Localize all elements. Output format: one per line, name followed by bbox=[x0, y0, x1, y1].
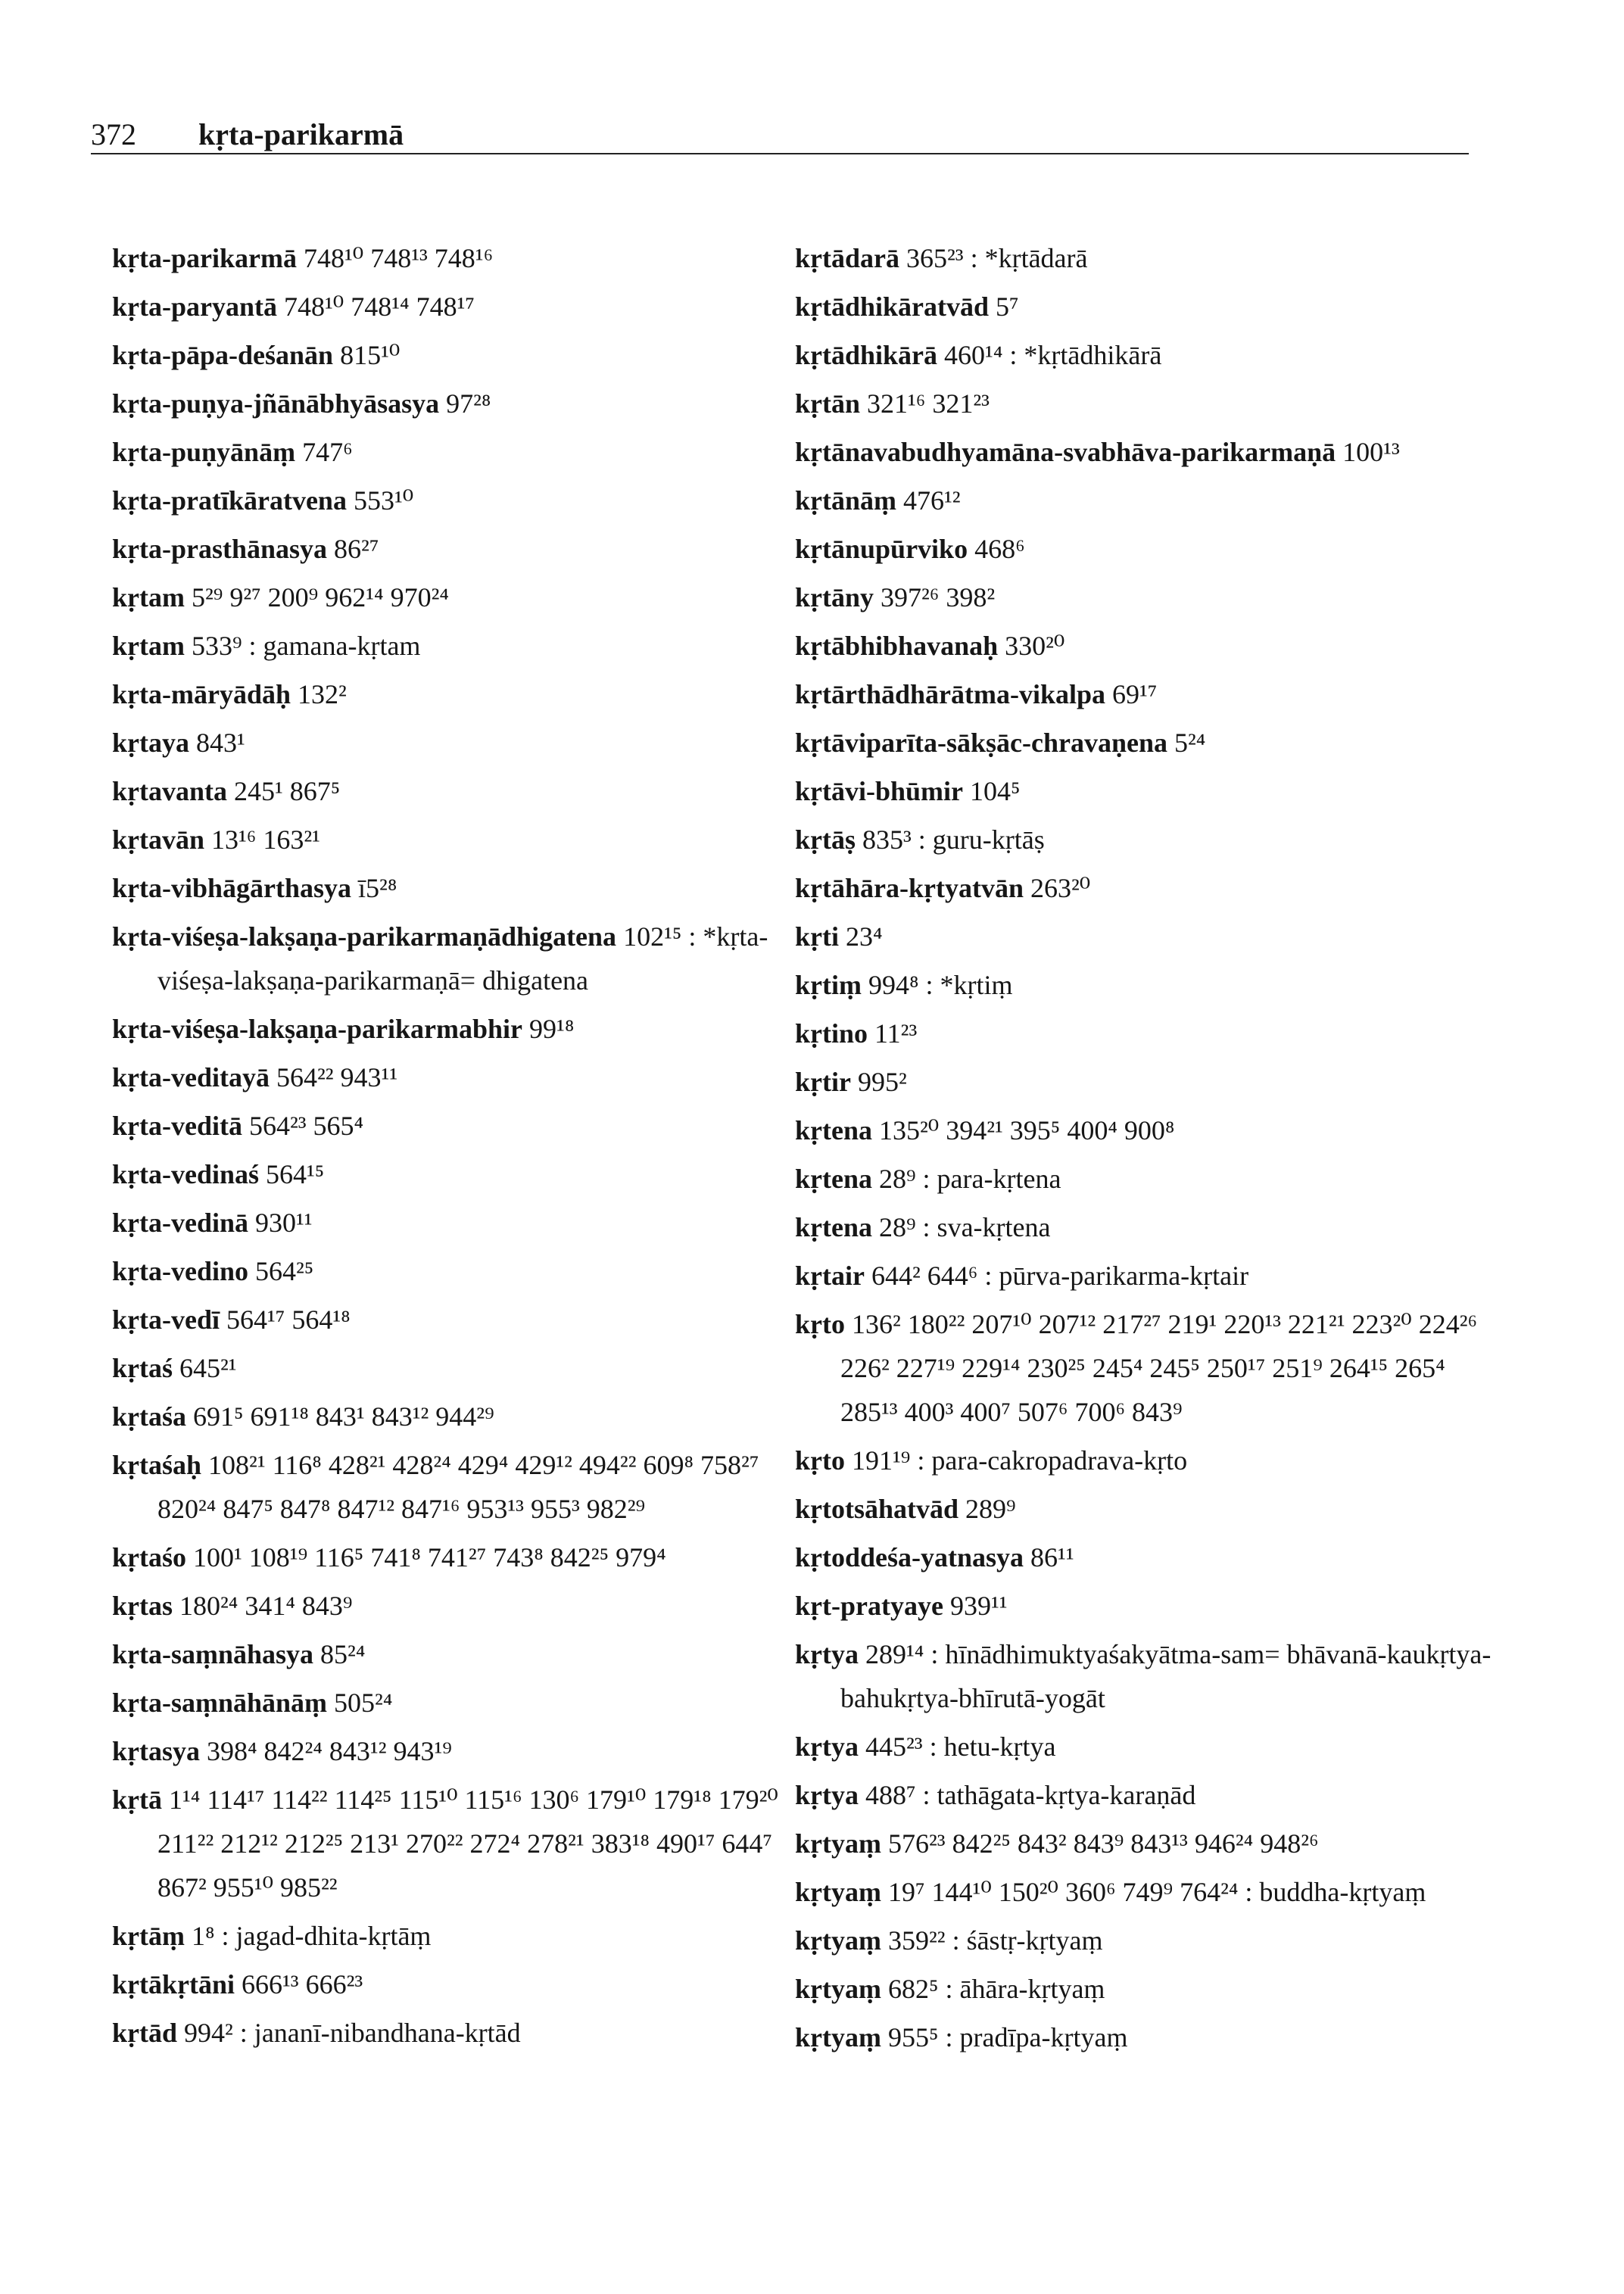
index-entry bbox=[795, 478, 1507, 522]
entry-references: 191¹⁹ : para-cakropadrava-kṛto bbox=[852, 1445, 1188, 1476]
index-entry bbox=[795, 1302, 1507, 1434]
entry-headword: kṛta-puṇya-jñānābhyāsasya bbox=[112, 388, 440, 419]
entry-references: 108²¹ 116⁸ 428²¹ 428²⁴ 429⁴ 429¹² 494²² 609⁸ 758²⁷ 820²⁴ 847⁵ 847⁸ 847¹² 847¹⁶ 953¹³ 955³ 982²⁹ bbox=[157, 1450, 759, 1524]
entry-references: 97²⁸ bbox=[446, 388, 491, 419]
index-entry bbox=[112, 1298, 809, 1342]
page-number: 372 bbox=[91, 117, 136, 151]
entry-references: 136² 180²² 207¹⁰ 207¹² 217²⁷ 219¹ 220¹³ 221²¹ 223²⁰ 224²⁶ 226² 227¹⁹ 229¹⁴ 230²⁵ 245⁴ 245⁵ 250¹⁷ 251⁹ 264¹⁵ 265⁴ 285¹³ 400³ 400⁷ 507⁶ 700⁶ 843⁹ bbox=[840, 1309, 1478, 1427]
entry-headword: kṛta-paryantā bbox=[112, 291, 277, 322]
entry-references: 104⁵ bbox=[970, 776, 1021, 806]
entry-headword: kṛtāviparīta-sākṣāc-chravaṇena bbox=[795, 728, 1167, 758]
entry-headword: kṛta-prasthānasya bbox=[112, 534, 328, 564]
entry-headword: kṛtaś bbox=[112, 1353, 173, 1383]
entry-references: 100¹ 108¹⁹ 116⁵ 741⁸ 741²⁷ 743⁸ 842²⁵ 979⁴ bbox=[193, 1542, 666, 1572]
entry-headword: kṛta-māryādāḥ bbox=[112, 679, 291, 709]
entry-headword: kṛta-vedinā bbox=[112, 1208, 248, 1238]
index-entry bbox=[795, 527, 1507, 571]
entry-references: 263²⁰ bbox=[1030, 873, 1091, 903]
entry-references: 86¹¹ bbox=[1030, 1542, 1074, 1572]
entry-headword: kṛta-saṃnāhānāṃ bbox=[112, 1688, 328, 1718]
index-entry bbox=[795, 236, 1507, 280]
entry-references: 533⁹ : gamana-kṛtam bbox=[191, 631, 421, 661]
entry-headword: kṛta-vedino bbox=[112, 1256, 248, 1286]
index-entry bbox=[112, 1346, 809, 1390]
entry-references: 100¹³ bbox=[1342, 437, 1400, 467]
index-entry bbox=[795, 721, 1507, 765]
index-entry bbox=[112, 1535, 809, 1579]
entry-headword: kṛtena bbox=[795, 1212, 872, 1242]
index-entry bbox=[795, 333, 1507, 377]
entry-headword: kṛtiṃ bbox=[795, 970, 862, 1000]
entry-references: 13¹⁶ 163²¹ bbox=[211, 824, 320, 855]
index-entry bbox=[112, 1201, 809, 1245]
entry-headword: kṛtārthādhārātma-vikalpa bbox=[795, 679, 1106, 709]
index-entry bbox=[112, 478, 809, 522]
entry-headword: kṛto bbox=[795, 1445, 845, 1476]
entry-headword: kṛti bbox=[795, 921, 839, 952]
index-entry bbox=[112, 1104, 809, 1148]
index-entry bbox=[112, 1681, 809, 1725]
entry-headword: kṛtas bbox=[112, 1591, 173, 1621]
index-entry bbox=[112, 1632, 809, 1676]
index-entry bbox=[112, 527, 809, 571]
entry-references: 321¹⁶ 321²³ bbox=[867, 388, 990, 419]
entry-references: 5²⁴ bbox=[1174, 728, 1206, 758]
entry-references: 99¹⁸ bbox=[529, 1014, 575, 1044]
entry-headword: kṛta-vedī bbox=[112, 1304, 220, 1335]
entry-headword: kṛtaśa bbox=[112, 1401, 186, 1432]
entry-references: 397²⁶ 398² bbox=[881, 582, 996, 612]
index-entry bbox=[795, 769, 1507, 813]
entry-references: 682⁵ : āhāra-kṛtyaṃ bbox=[887, 1974, 1105, 2004]
index-entry bbox=[795, 1205, 1507, 1249]
entry-headword: kṛtaśo bbox=[112, 1542, 186, 1572]
entry-headword: kṛt-pratyaye bbox=[795, 1591, 943, 1621]
entry-headword: kṛtān bbox=[795, 388, 861, 419]
entry-references: 955⁵ : pradīpa-kṛtyaṃ bbox=[887, 2022, 1128, 2052]
entry-headword: kṛtyaṃ bbox=[795, 1974, 881, 2004]
entry-headword: kṛtotsāhatvād bbox=[795, 1494, 959, 1524]
entry-references: 23⁴ bbox=[846, 921, 883, 952]
index-entry bbox=[112, 1152, 809, 1196]
entry-references: 245¹ 867⁵ bbox=[234, 776, 341, 806]
entry-headword: kṛta-viśeṣa-lakṣaṇa-parikarmabhir bbox=[112, 1014, 523, 1044]
entry-references: 564²⁵ bbox=[255, 1256, 314, 1286]
entry-headword: kṛtākṛtāni bbox=[112, 1969, 235, 1999]
entry-headword: kṛtāṣ bbox=[795, 824, 856, 855]
entry-references: 666¹³ 666²³ bbox=[242, 1969, 363, 1999]
index-entry bbox=[795, 624, 1507, 668]
entry-headword: kṛtādhikārā bbox=[795, 340, 938, 370]
entry-headword: kṛta-parikarmā bbox=[112, 243, 297, 273]
entry-references: 843¹ bbox=[196, 728, 245, 758]
entry-references: 86²⁷ bbox=[334, 534, 379, 564]
entry-headword: kṛtādarā bbox=[795, 243, 899, 273]
entry-headword: kṛtyaṃ bbox=[795, 2022, 881, 2052]
entry-headword: kṛta-pāpa-deśanān bbox=[112, 340, 334, 370]
entry-references: 748¹⁰ 748¹⁴ 748¹⁷ bbox=[284, 291, 475, 322]
entry-references: 85²⁴ bbox=[320, 1639, 366, 1669]
entry-references: 505²⁴ bbox=[334, 1688, 393, 1718]
entry-references: 69¹⁷ bbox=[1112, 679, 1158, 709]
index-entry bbox=[112, 430, 809, 474]
index-entry bbox=[112, 1443, 809, 1531]
index-entry bbox=[112, 1778, 809, 1909]
index-entry bbox=[112, 1584, 809, 1628]
entry-references: 994⁸ : *kṛtiṃ bbox=[868, 970, 1013, 1000]
index-entry bbox=[112, 1249, 809, 1293]
entry-headword: kṛtānupūrviko bbox=[795, 534, 968, 564]
entry-headword: kṛtaśaḥ bbox=[112, 1450, 202, 1480]
index-entry bbox=[795, 915, 1507, 958]
index-entry bbox=[795, 818, 1507, 862]
entry-references: 939¹¹ bbox=[949, 1591, 1008, 1621]
entry-headword: kṛtāhāra-kṛtyatvān bbox=[795, 873, 1024, 903]
entry-headword: kṛtānāṃ bbox=[795, 485, 896, 516]
index-entry bbox=[795, 1060, 1507, 1104]
index-entry bbox=[112, 721, 809, 765]
entry-references: 28⁹ : sva-kṛtena bbox=[879, 1212, 1051, 1242]
index-entry bbox=[112, 285, 809, 329]
entry-references: 460¹⁴ : *kṛtādhikārā bbox=[944, 340, 1162, 370]
index-entry bbox=[795, 1487, 1507, 1531]
entry-headword: kṛtam bbox=[112, 582, 185, 612]
index-column-right bbox=[795, 236, 1507, 2064]
entry-headword: kṛtya bbox=[795, 1731, 859, 1762]
entry-references: 835³ : guru-kṛtāṣ bbox=[862, 824, 1045, 855]
entry-headword: kṛtād bbox=[112, 2018, 178, 2048]
entry-references: 445²³ : hetu-kṛtya bbox=[865, 1731, 1056, 1762]
entry-references: 994² : jananī-nibandhana-kṛtād bbox=[184, 2018, 521, 2048]
header-rule bbox=[91, 153, 1469, 154]
index-entry bbox=[112, 236, 809, 280]
index-entry bbox=[795, 963, 1507, 1007]
index-entry bbox=[795, 1725, 1507, 1769]
entry-headword: kṛtena bbox=[795, 1164, 872, 1194]
entry-references: 135²⁰ 394²¹ 395⁵ 400⁴ 900⁸ bbox=[879, 1115, 1175, 1145]
index-entry bbox=[112, 1055, 809, 1099]
index-entry bbox=[795, 1535, 1507, 1579]
index-entry bbox=[112, 1729, 809, 1773]
index-column-left bbox=[112, 236, 809, 2059]
entry-headword: kṛtavān bbox=[112, 824, 205, 855]
entry-references: 5⁷ bbox=[996, 291, 1019, 322]
index-entry bbox=[112, 1914, 809, 1958]
index-entry bbox=[795, 575, 1507, 619]
index-entry bbox=[795, 672, 1507, 716]
index-entry bbox=[795, 1822, 1507, 1865]
entry-headword: kṛtānavabudhyamāna-svabhāva-parikarmaṇā bbox=[795, 437, 1336, 467]
entry-references: 5²⁹ 9²⁷ 200⁹ 962¹⁴ 970²⁴ bbox=[191, 582, 449, 612]
index-entry bbox=[795, 430, 1507, 474]
index-entry bbox=[112, 624, 809, 668]
index-entry bbox=[112, 333, 809, 377]
entry-references: 289¹⁴ : hīnādhimuktyaśakyātma-sam= bhāvanā-kaukṛtya-bahukṛtya-bhīrutā-yogāt bbox=[840, 1639, 1492, 1713]
entry-references: 180²⁴ 341⁴ 843⁹ bbox=[179, 1591, 353, 1621]
entry-references: 132² bbox=[298, 679, 347, 709]
entry-headword: kṛtoddeśa-yatnasya bbox=[795, 1542, 1024, 1572]
entry-references: 359²² : śāstṛ-kṛtyaṃ bbox=[887, 1925, 1103, 1956]
entry-references: 365²³ : *kṛtādarā bbox=[906, 243, 1088, 273]
index-entry bbox=[795, 382, 1507, 425]
entry-references: ī5²⁸ bbox=[358, 873, 397, 903]
index-entry bbox=[795, 1011, 1507, 1055]
entry-references: 11²³ bbox=[874, 1018, 918, 1049]
index-entry bbox=[795, 2015, 1507, 2059]
entry-headword: kṛtasya bbox=[112, 1736, 200, 1766]
entry-headword: kṛtya bbox=[795, 1780, 859, 1810]
index-entry bbox=[795, 866, 1507, 910]
entry-references: 28⁹ : para-kṛtena bbox=[879, 1164, 1061, 1194]
entry-references: 289⁹ bbox=[965, 1494, 1016, 1524]
entry-references: 553¹⁰ bbox=[353, 485, 414, 516]
index-entry bbox=[112, 1395, 809, 1438]
index-entry bbox=[112, 2011, 809, 2055]
index-entry bbox=[112, 866, 809, 910]
index-entry bbox=[795, 1773, 1507, 1817]
entry-references: 1⁸ : jagad-dhita-kṛtāṃ bbox=[191, 1921, 432, 1951]
entry-headword: kṛta-saṃnāhasya bbox=[112, 1639, 314, 1669]
index-entry bbox=[112, 915, 809, 1002]
entry-headword: kṛta-veditā bbox=[112, 1111, 242, 1141]
index-entry bbox=[112, 382, 809, 425]
index-entry bbox=[795, 1584, 1507, 1628]
entry-headword: kṛtyaṃ bbox=[795, 1877, 881, 1907]
entry-references: 930¹¹ bbox=[255, 1208, 313, 1238]
entry-headword: kṛtavanta bbox=[112, 776, 227, 806]
entry-references: 576²³ 842²⁵ 843² 843⁹ 843¹³ 946²⁴ 948²⁶ bbox=[887, 1828, 1319, 1859]
entry-headword: kṛtena bbox=[795, 1115, 872, 1145]
index-entry bbox=[795, 285, 1507, 329]
entry-headword: kṛtir bbox=[795, 1067, 851, 1097]
entry-headword: kṛtāvi-bhūmir bbox=[795, 776, 964, 806]
entry-headword: kṛta-pratīkāratvena bbox=[112, 485, 347, 516]
entry-headword: kṛtādhikāratvād bbox=[795, 291, 990, 322]
entry-headword: kṛta-puṇyānāṃ bbox=[112, 437, 296, 467]
entry-headword: kṛtā bbox=[112, 1784, 162, 1815]
entry-headword: kṛtair bbox=[795, 1261, 865, 1291]
index-entry bbox=[795, 1967, 1507, 2011]
entry-headword: kṛtyaṃ bbox=[795, 1828, 881, 1859]
entry-headword: kṛta-viśeṣa-lakṣaṇa-parikarmaṇādhigatena bbox=[112, 921, 617, 952]
entry-headword: kṛtābhibhavanaḥ bbox=[795, 631, 999, 661]
entry-references: 564¹⁷ 564¹⁸ bbox=[226, 1304, 351, 1335]
entry-headword: kṛtino bbox=[795, 1018, 868, 1049]
entry-references: 644² 644⁶ : pūrva-parikarma-kṛtair bbox=[871, 1261, 1249, 1291]
entry-references: 564²² 943¹¹ bbox=[276, 1062, 398, 1092]
index-entry bbox=[112, 818, 809, 862]
entry-headword: kṛtāṃ bbox=[112, 1921, 185, 1951]
entry-references: 645²¹ bbox=[179, 1353, 237, 1383]
index-entry bbox=[795, 1632, 1507, 1720]
entry-references: 815¹⁰ bbox=[340, 340, 401, 370]
entry-references: 476¹² bbox=[903, 485, 961, 516]
entry-headword: kṛta-vedinaś bbox=[112, 1159, 260, 1189]
entry-references: 19⁷ 144¹⁰ 150²⁰ 360⁶ 749⁹ 764²⁴ : buddha-kṛtyaṃ bbox=[887, 1877, 1426, 1907]
index-entry bbox=[795, 1108, 1507, 1152]
entry-references: 564²³ 565⁴ bbox=[248, 1111, 364, 1141]
index-entry bbox=[112, 769, 809, 813]
entry-references: 747⁶ bbox=[302, 437, 353, 467]
entry-references: 995² bbox=[857, 1067, 907, 1097]
entry-headword: kṛtāny bbox=[795, 582, 874, 612]
entry-references: 330²⁰ bbox=[1005, 631, 1065, 661]
running-head: kṛta-parikarmā bbox=[198, 117, 404, 151]
entry-references: 748¹⁰ 748¹³ 748¹⁶ bbox=[303, 243, 494, 273]
entry-headword: kṛtaya bbox=[112, 728, 189, 758]
entry-headword: kṛta-veditayā bbox=[112, 1062, 270, 1092]
index-entry bbox=[112, 672, 809, 716]
entry-headword: kṛta-vibhāgārthasya bbox=[112, 873, 352, 903]
index-entry bbox=[112, 1962, 809, 2006]
index-entry bbox=[795, 1918, 1507, 1962]
entry-headword: kṛtam bbox=[112, 631, 185, 661]
entry-references: 1¹⁴ 114¹⁷ 114²² 114²⁵ 115¹⁰ 115¹⁶ 130⁶ 179¹⁰ 179¹⁸ 179²⁰ 211²² 212¹² 212²⁵ 213¹ 270²² 272⁴ 278²¹ 383¹⁸ 490¹⁷ 644⁷ 867² 955¹⁰ 985²² bbox=[157, 1784, 778, 1903]
index-entry bbox=[112, 1007, 809, 1051]
entry-headword: kṛtyaṃ bbox=[795, 1925, 881, 1956]
index-entry bbox=[795, 1870, 1507, 1914]
entry-references: 398⁴ 842²⁴ 843¹² 943¹⁹ bbox=[207, 1736, 452, 1766]
entry-references: 468⁶ bbox=[974, 534, 1025, 564]
entry-headword: kṛto bbox=[795, 1309, 845, 1339]
index-entry bbox=[795, 1438, 1507, 1482]
entry-references: 102¹⁵ : *kṛta-viśeṣa-lakṣaṇa-parikarmaṇā= dhigatena bbox=[157, 921, 768, 996]
entry-references: 488⁷ : tathāgata-kṛtya-karaṇād bbox=[865, 1780, 1196, 1810]
entry-headword: kṛtya bbox=[795, 1639, 859, 1669]
entry-references: 691⁵ 691¹⁸ 843¹ 843¹² 944²⁹ bbox=[193, 1401, 494, 1432]
index-entry bbox=[795, 1254, 1507, 1298]
entry-references: 564¹⁵ bbox=[266, 1159, 325, 1189]
index-entry bbox=[112, 575, 809, 619]
page-header bbox=[91, 112, 1469, 157]
index-entry bbox=[795, 1157, 1507, 1201]
